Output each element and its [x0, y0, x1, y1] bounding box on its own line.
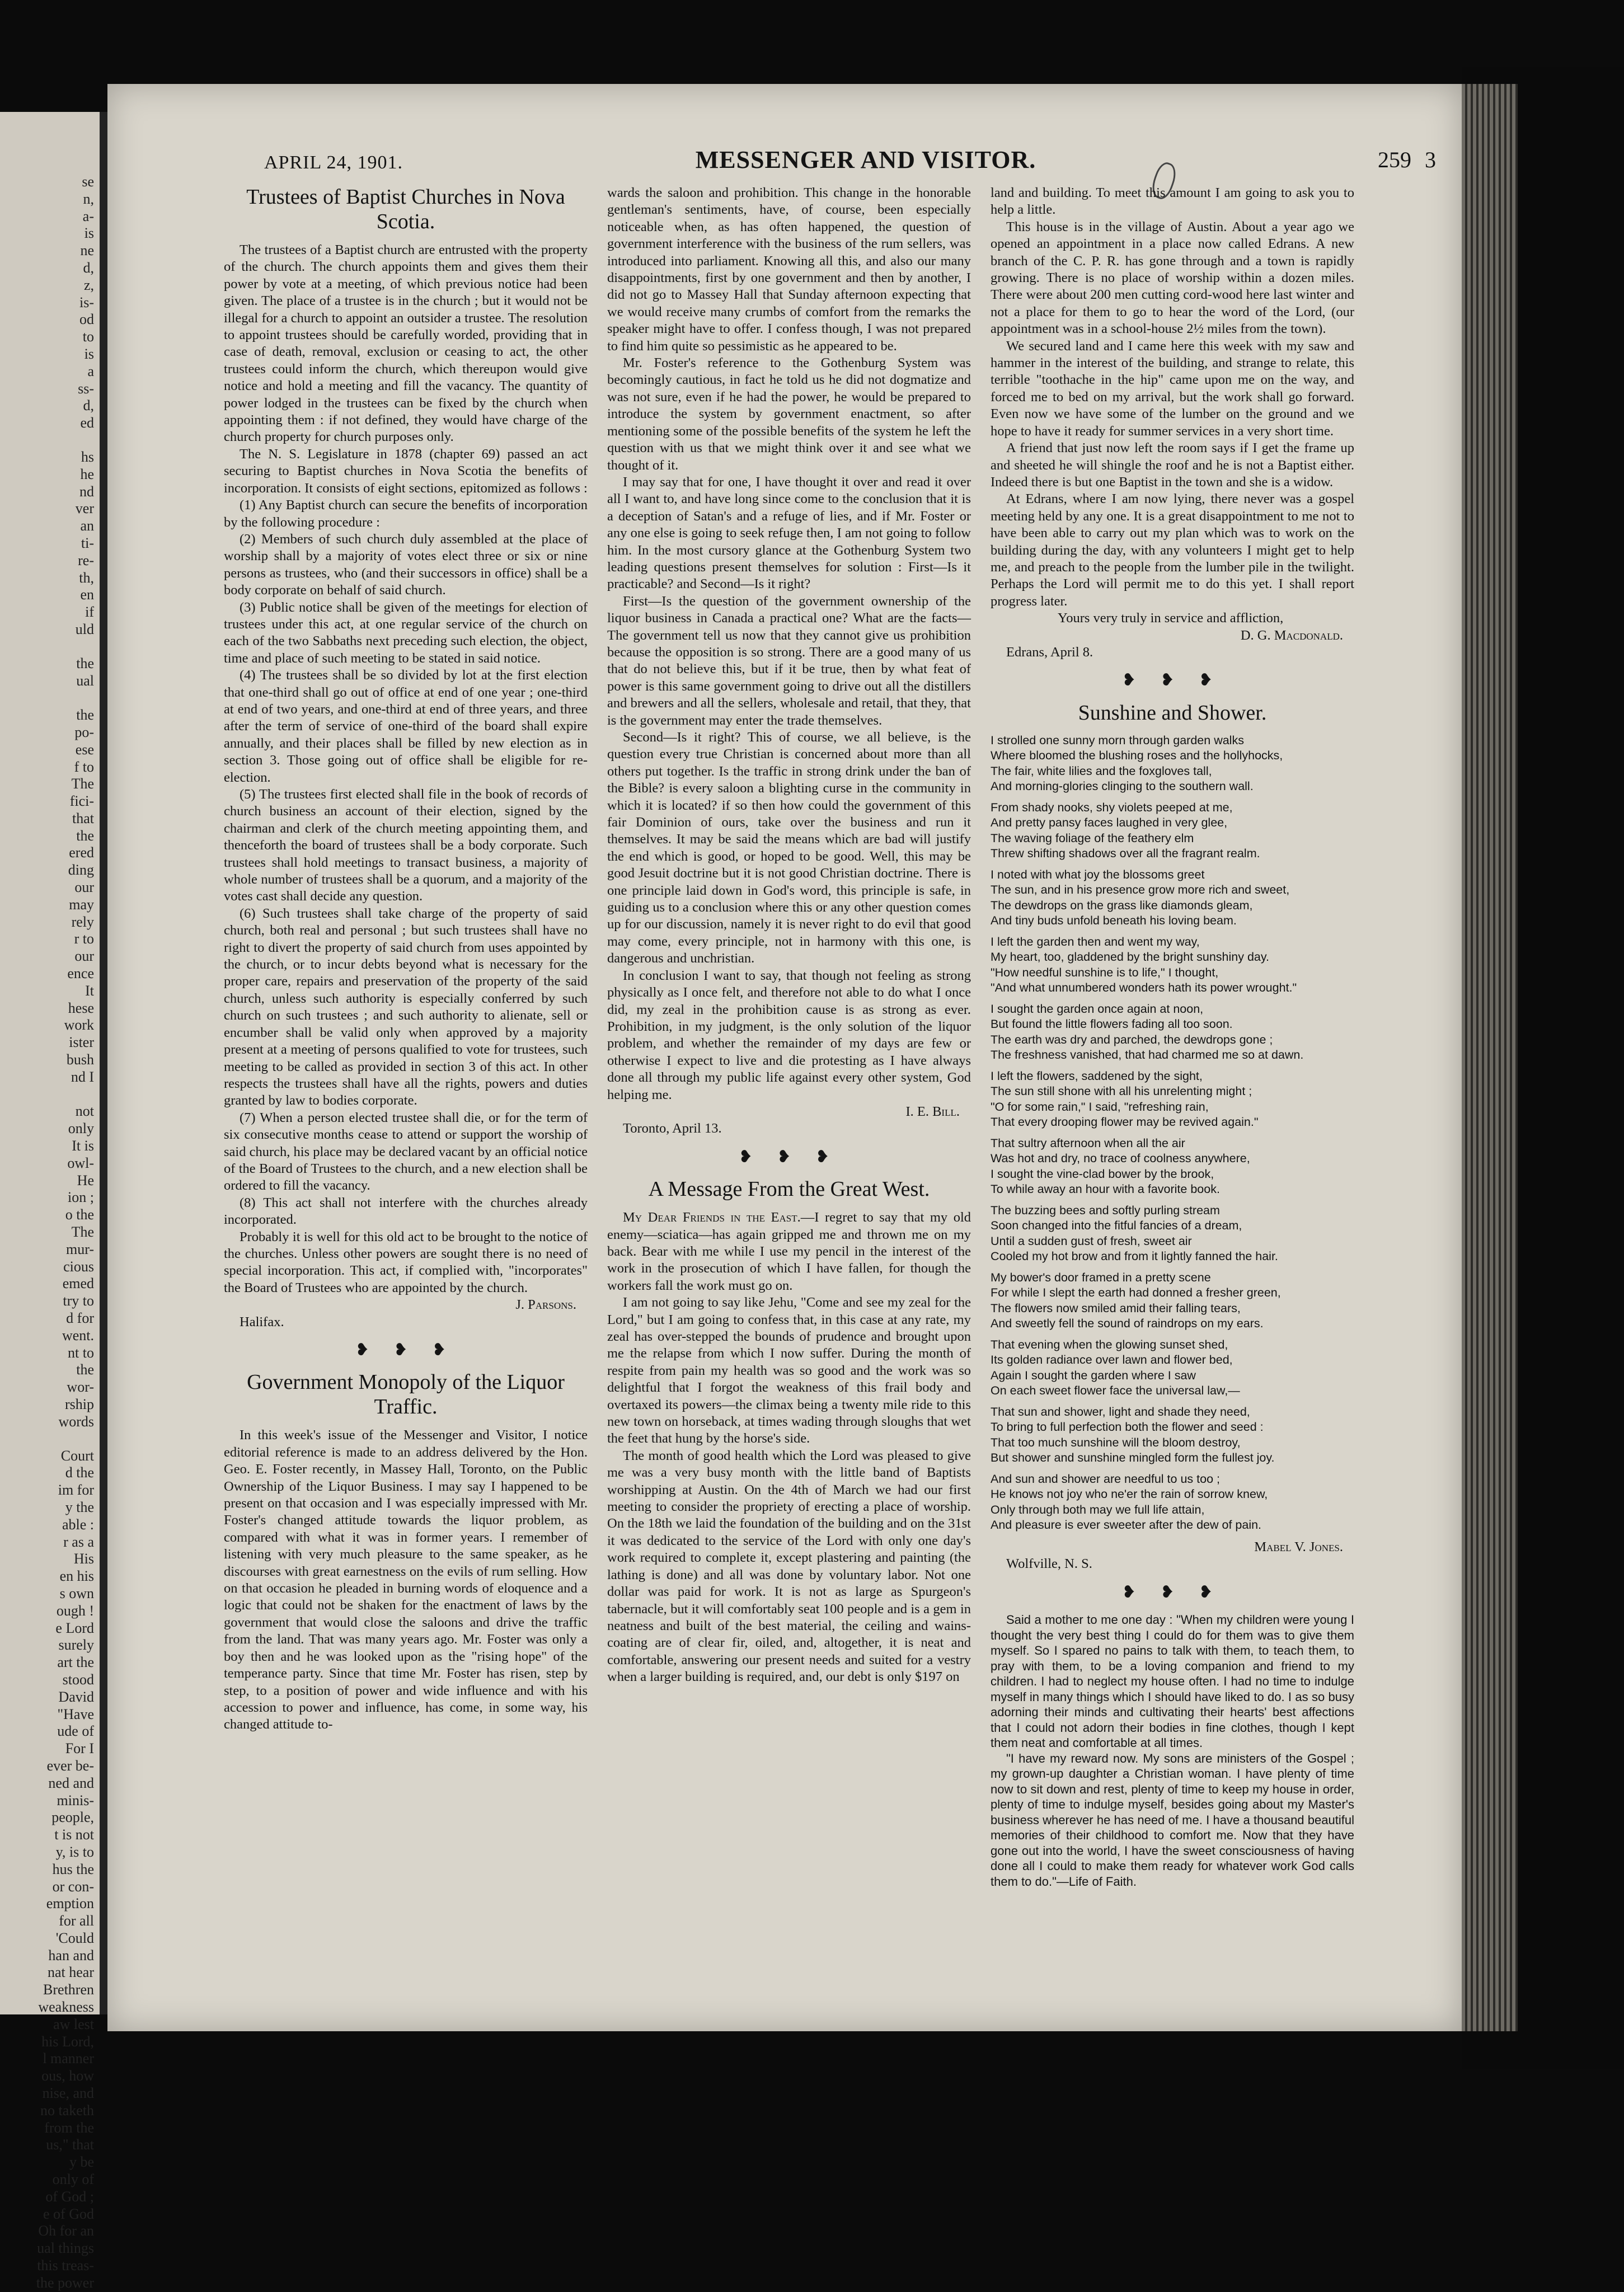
article-headline-liquor: Government Monopoly of the Liquor Traffic.	[247, 1370, 565, 1419]
article-paragraph: (8) This act shall not interfere with the churches already incorporated.	[224, 1195, 588, 1228]
article-paragraph: land and building. To meet this amount I am going to ask you to help a little.	[991, 185, 1354, 218]
poem-line: And sweetly fell the sound of raindrops on my ears.	[991, 1317, 1264, 1331]
poem-stanza	[991, 1337, 1354, 1399]
poem-line: My bower's door framed in a pretty scene	[991, 1270, 1211, 1284]
poem-line: Again I sought the garden where I saw	[991, 1368, 1196, 1382]
author-signature: D. G. Macdonald.	[1240, 627, 1343, 643]
poem-line: Until a sudden gust of fresh, sweet air	[991, 1234, 1192, 1248]
poem-line: But found the little flowers fading all too soon.	[991, 1017, 1233, 1031]
poem-stanza	[991, 1136, 1354, 1197]
poem-stanza	[991, 1203, 1354, 1265]
poem-line: The sun, and in his presence grow more rich and sweet,	[991, 883, 1290, 897]
poem-stanza	[991, 1405, 1354, 1466]
letter-closing: Yours very truly in service and affliction,	[1058, 610, 1284, 626]
article-paragraph: (3) Public notice shall be given of the meetings for election of trustees under this act, at one regular service of the church on each of the two Sabbaths next preceding such election, the object, time and place of such meeting to be stated in said notice.	[224, 599, 588, 666]
poem-line: My heart, too, gladdened by the bright sunshiny day.	[991, 950, 1269, 964]
masthead-title: MESSENGER AND VISITOR.	[695, 146, 1036, 173]
salutation-continuation: —I regret to say that my old enemy—sciatica—has again gripped me and thrown me on my back. Bear with me while I use my pencil in the interest of the work in the prosecution of which I have fallen, for though the workers fall the work must go on.	[607, 1210, 971, 1293]
column-3	[991, 185, 1354, 1998]
poem-line: The flowers now smiled amid their falling tears,	[991, 1301, 1241, 1315]
poem-line: To bring to full perfection both the flower and seed :	[991, 1420, 1264, 1434]
article-paragraph: At Edrans, where I am now lying, there never was a gospel meeting held by any one. It is a great disappointment to me not to have been able to carry out my plan which was to work on the building during the day, with any volunteers I might get to help me, and preach to the people from the lumber pile in the twilight. Perhaps the Lord will permit me to do this yet. I shall report progress later.	[991, 491, 1354, 609]
poem-line: And tiny buds unfold beneath his loving beam.	[991, 914, 1237, 928]
page-header	[264, 140, 1467, 190]
poem-line: Was hot and dry, no trace of coolness anywhere,	[991, 1152, 1250, 1166]
poem-line: That sultry afternoon when all the air	[991, 1136, 1185, 1150]
section-ornament: ❥ ❥ ❥	[1121, 671, 1223, 690]
article-paragraph: Said a mother to me one day : "When my children were young I thought the very best thing I could do for them was to give them myself. So I spared no pains to talk with them, to teach them, to pray with them, to be a loving companion and friend to my children. I had to neglect my house often. I had no time to indulge myself in many things which I should have liked to do. I as so busy adorning their minds and cultivating their hearts' best affections that I could not adorn their bodies in fine clothes, though I kept them neat and comfortable at all times.	[991, 1613, 1354, 1750]
newspaper-page	[107, 84, 1462, 2031]
author-signature: I. E. Bill.	[905, 1103, 960, 1119]
salutation: My Dear Friends in the East.	[623, 1210, 801, 1225]
poem-line: I noted with what joy the blossoms greet	[991, 867, 1205, 881]
section-ornament: ❥ ❥ ❥	[738, 1147, 840, 1166]
article-headline-trustees: Trustees of Baptist Churches in Nova Scotia.	[246, 185, 565, 233]
article-paragraph: I may say that for one, I have thought it over and read it over all I want to, and have long since come to the conclusion that it is a deception of Satan's and a refuge of lies, and if Mr. Foster or any one else is going to seek refuge then, I am not going to follow him. In the most cursory glance at the Gothenburg System two leading questions present themselves for solution : First—Is it practicable? and Second—Is it right?	[607, 474, 971, 592]
article-paragraph: (2) Members of such church duly assembled at the place of worship shall by a majority of votes elect three or six or nine persons as trustees, who (and their successors in office) shall be a body corporate on behalf of said church.	[224, 531, 588, 598]
poem-line: Only through both may we full life attain,	[991, 1502, 1205, 1516]
column-1	[224, 185, 588, 1998]
article-paragraph: In conclusion I want to say, that though not feeling as strong physically as I once felt, and therefore not able to do what I once did, my zeal in the prohibition cause is as strong as ever. Prohibition, in my judgment, is the only solution of the liquor problem, and whether the remainder of my days are few or otherwise I expect to live and die protesting as I have always done all through my public life against every other system, God helping me.	[607, 967, 971, 1102]
gutter	[100, 112, 107, 2014]
poem-line: "O for some rain," I said, "refreshing rain,	[991, 1100, 1209, 1114]
article-headline-great-west: A Message From the Great West.	[648, 1177, 930, 1201]
author-signature: J. Parsons.	[515, 1297, 576, 1313]
section-ornament: ❥ ❥ ❥	[355, 1341, 457, 1359]
poem-stanza	[991, 1069, 1354, 1130]
article-paragraph: Mr. Foster's reference to the Gothenburg System was becomingly cautious, in fact he told us he did not dogmatize and was not sure, even if he had the power, he would be prepared to introduce the system by government enactment, so after mentioning some of the possible benefits of the system he left the question with us that we might think over it and see what we thought of it.	[607, 355, 971, 473]
poem-line: For while I slept the earth had donned a fresher green,	[991, 1286, 1281, 1300]
letter-dateline: Edrans, April 8.	[1006, 644, 1093, 660]
poem-line: "How needful sunshine is to life," I thought,	[991, 965, 1219, 979]
article-paragraph: The trustees of a Baptist church are entrusted with the property of the church. The church appoints them and gives them their power by vote at a meeting, of which previous notice had been given. The place of a trustee is in the church ; but it would not be illegal for a church to appoint an outsider a trustee. The resolution to appoint trustees should be carefully worded, providing that in case of death, removal, exclusion or ceasing to act, the other trustees could inform the church, which thereupon would give notice and hold a meeting and fill the vacancy. The quantity of power lodged in the trustees can be fixed by the church when appointing them : if not defined, they would have charge of the church property for church purposes only.	[224, 242, 588, 445]
poem-line: From shady nooks, shy violets peeped at me,	[991, 800, 1233, 814]
poem-stanza	[991, 1472, 1354, 1533]
poem-line: That evening when the glowing sunset shed,	[991, 1337, 1228, 1351]
section-ornament: ❥ ❥ ❥	[1121, 1582, 1223, 1601]
article-paragraph: We secured land and I came here this week with my saw and hammer in the interest of the building, and strange to relate, this terrible "toothache in the hip" came upon me on the way, and forced me to bed on my arrival, but the work shall go forward. Even now we have some of the lumber on the ground and we hope to have it ready for summer services in a very short time.	[991, 338, 1354, 439]
sheet-number: 3	[1425, 147, 1436, 172]
poem-place: Wolfville, N. S.	[1006, 1556, 1092, 1572]
poem-line: That every drooping flower may be revived again."	[991, 1115, 1259, 1129]
poem-line: And sun and shower are needful to us too ;	[991, 1472, 1220, 1486]
poem-line: The dewdrops on the grass like diamonds gleam,	[991, 898, 1253, 912]
poem-line: The waving foliage of the feathery elm	[991, 831, 1194, 845]
article-paragraph: The month of good health which the Lord was pleased to give me was a very busy month with the little band of Baptists worshipping at Austin. On the 4th of March we had our first meeting to consider the propriety of erecting a place of worship. On the 18th we laid the foundation of the building and on the 31st it was dedicated to the service of the Lord with only one day's work required to complete it, except plastering and painting (the lathing is done) and all was done by voluntary labor. Not one dollar was paid for work. It is not as large as Spurgeon's tabernacle, but it will comfortably seat 100 people and is a gem in neatness and built of the best material, the ceiling and wains-coating are of clear fir, oiled, and, altogether, it is neat and comfortable, answering our present needs and suited for a vestry when a larger building is required, and, our debt is only $197 on	[607, 1448, 971, 1685]
poem-line: I left the flowers, saddened by the sight,	[991, 1069, 1203, 1083]
poem-line: And morning-glories clinging to the southern wall.	[991, 779, 1254, 793]
poem-line: The fair, white lilies and the foxgloves tall,	[991, 764, 1212, 778]
article-paragraph: (1) Any Baptist church can secure the benefits of incorporation by the following procedure :	[224, 497, 588, 530]
article-paragraph: I am not going to say like Jehu, "Come and see my zeal for the Lord," but I am going to confess that, in this case at any rate, my zeal has over-stepped the bounds of prudence and brought upon me the relapse from which I now suffer. During the month of respite from pain my health was so good and the work was so delightful that I forgot the weakness of this frail body and overtaxed its powers—the climax being a twenty mile ride to this new town on horseback, at times wading through sloughs that wet the feet that hung by the horse's side.	[607, 1295, 971, 1446]
poem-line: "And what unnumbered wonders hath its power wrought."	[991, 981, 1297, 995]
poem-line: The buzzing bees and softly purling stream	[991, 1203, 1220, 1217]
prev-page-text-2: hs he nd ver an ti- re- th, en if uld	[75, 448, 94, 637]
poem	[991, 733, 1354, 1533]
poem-line: I sought the vine-clad bower by the brook,	[991, 1167, 1214, 1181]
poem-line: On each sweet flower face the universal law,—	[991, 1384, 1240, 1398]
poem-line: That too much sunshine will the bloom destroy,	[991, 1435, 1241, 1449]
article-paragraph: This house is in the village of Austin. About a year ago we opened an appointment in a place now called Edrans. A new branch of the C. P. R. has gone through and a town is rapidly growing. There is no place of worship within a dozen miles. There were about 200 men cutting cord-wood here last winter and not a place for them to go to hear the word of the Lord, (our appointment was in a school-house 2½ miles from the town).	[991, 219, 1354, 337]
article-paragraph-salutation	[607, 1209, 971, 1294]
poem-author: Mabel V. Jones.	[1254, 1539, 1343, 1554]
article-paragraph: wards the saloon and prohibition. This change in the honorable gentleman's sentiments, have, of course, been especially noticeable when, as has often happened, the question of government interference with the business of the rum sellers, was introduced into parliament. Knowing all this, and also our many disappointments, first by one government and then by another, I did not go to Massey Hall that Sunday afternoon expecting that we would receive many crumbs of comfort from the remarks the speaker might have to offer. I confess though, I was not prepared to find him quite so pessimistic as he appeared to be.	[607, 185, 971, 354]
article-paragraph: (7) When a person elected trustee shall die, or for the term of six consecutive months cease to attend or support the worship of said church, his place may be declared vacant by an official notice of the Board of Trustees to the church, and a new election shall be ordered to fill the vacancy.	[224, 1110, 588, 1194]
article-paragraph: The N. S. Legislature in 1878 (chapter 69) passed an act securing to Baptist churches in Nova Scotia the benefits of incorporation. It consists of eight sections, epitomized as follows :	[224, 446, 588, 496]
article-paragraph: First—Is the question of the government ownership of the liquor business in Canada a practical one? What are the facts—The government tell us now that they cannot give us prohibition because the opposition is so strong. There are a good many of us that do not believe this, but if it be true, then by what feat of power is this same government going to drive out all the distillers and brewers and all the sellers, wholesale and retail, that they, that is the government may enter the trade themselves.	[607, 593, 971, 728]
prev-page-text-1: se n, a- is ne d, z, is- od to is a ss- d, ed	[78, 173, 94, 431]
poem-line: Cooled my hot brow and from it lightly fanned the hair.	[991, 1250, 1278, 1264]
previous-page-fragment	[0, 112, 100, 2291]
poem-stanza	[991, 867, 1354, 929]
article-dateline: Toronto, April 13.	[623, 1121, 722, 1136]
poem-line: Soon changed into the fitful fancies of a dream,	[991, 1219, 1242, 1233]
poem-stanza	[991, 1270, 1354, 1332]
poem-line: Its golden radiance over lawn and flower bed,	[991, 1353, 1233, 1367]
issue-date: APRIL 24, 1901.	[264, 152, 403, 173]
poem-line: And pretty pansy faces laughed in very glee,	[991, 816, 1228, 830]
poem-line: And pleasure is ever sweeter after the dew of pain.	[991, 1518, 1262, 1532]
article-paragraph: A friend that just now left the room says if I get the frame up and sheeted he will shingle the roof and he is not a Baptist either. Indeed there is but one Baptist in the town and she is a widow.	[991, 440, 1354, 490]
poem-line: I strolled one sunny morn through garden walks	[991, 733, 1244, 747]
page-edges	[1462, 84, 1518, 2031]
poem-title: Sunshine and Shower.	[1078, 701, 1267, 725]
poem-line: That sun and shower, light and shade they need,	[991, 1405, 1250, 1419]
poem-line: The earth was dry and parched, the dewdrops gone ;	[991, 1032, 1273, 1046]
poem-stanza	[991, 733, 1354, 795]
poem-line: He knows not joy who ne'er the rain of sorrow knew,	[991, 1487, 1268, 1501]
poem-line: Threw shifting shadows over all the fragrant realm.	[991, 847, 1260, 861]
page-number: 259	[1378, 147, 1411, 172]
poem-stanza	[991, 1002, 1354, 1063]
poem-stanza	[991, 800, 1354, 862]
poem-line: The sun still shone with all his unrelenting might ;	[991, 1084, 1252, 1098]
poem-line: I sought the garden once again at noon,	[991, 1002, 1204, 1016]
article-paragraph: (6) Such trustees shall take charge of the property of said church, both real and personal ; but such trustees shall have no right to divert the property of said church from uses appointed by the church, or to incur debts beyond what is necessary for the proper care, repairs and preservation of the property of the said church, unless such authority is especially conferred by such church on such trustees ; and such authority to alienate, sell or encumber shall be valid only when approved by a majority present at a meeting of persons qualified to vote for trustees, such meeting to be called as provided in section 3 of this act. In other respects the trustees shall have all the rights, powers and duties granted by law to bodies corporate.	[224, 905, 588, 1109]
poem-line: I left the garden then and went my way,	[991, 934, 1200, 948]
article-paragraph: Second—Is it right? This of course, we all believe, is the question every true Christian is concerned about more than all others put together. Is the traffic in strong drink under the ban of the Bible? is every saloon a blighting curse in the community in which it is located? if so then how could the government of this fair Dominion of ours, take over the business and run it themselves. It may be said the means which are bad will justify the end which is good, or hoped to be good. Well, this may be good Jesuit doctrine but it is not good Christian doctrine. There is one principle laid down in God's word, this principle is safe, in guiding us to a conclusion where this or any other question comes up for our discussion, namely it is never right to do evil that good may come, every principle, not in harmony with this one, is dangerous and unchristian.	[607, 730, 971, 966]
prev-page-text-3: the ual the po- ese f to The fici- that the ered ding our may rely r to our ence It hese work ister bush nd I not only It is owl- He ion ; o the The mur- cious emed try to d for went. nt to the wor- rship words	[58, 655, 94, 1430]
poem-line: To while away an hour with a favorite book.	[991, 1182, 1220, 1196]
column-2	[607, 185, 971, 1998]
article-paragraph: Probably it is well for this old act to be brought to the notice of the churches. Unless other powers are sought there is no need of special incorporation. This act, if complied with, "incorporates" the Board of Trustees who are appointed by the church.	[224, 1229, 588, 1295]
article-paragraph: (5) The trustees first elected shall file in the book of records of church business an account of their election, signed by the chairman and clerk of the church meeting appointing them, and thenceforth the board of trustees shall be a body corporate. Such trustees shall hold meetings to transact business, a majority of whole number of trustees shall be a quorum, and a majority of the votes cast shall decide any question.	[224, 787, 588, 904]
article-place: Halifax.	[240, 1314, 284, 1330]
poem-line: Where bloomed the blushing roses and the hollyhocks,	[991, 749, 1283, 763]
prev-page-text-4: Court d the im for y the able : r as a His en his s own ough ! e Lord surely art the stood David "Have ude of For I ever be- ned and minis- people, t is not y, is to hus the or con- emption for all 'Could han and nat hear Brethren weakness aw lest his Lord, l manner ous, how nise, and no taketh from the us," that y be only of of God ; e of God Oh for an ual things this treas- the power	[36, 1447, 94, 2291]
article-paragraph: "I have my reward now. My sons are ministers of the Gospel ; my grown-up daughter a Christian woman. I have plenty of time now to sit down and rest, plenty of time to keep my house in order, plenty of time to indulge myself, besides going about my Master's business wherever he has need of me. I have a thousand beautiful memories of their childhood to comfort me. Now that they have gone out into the world, I have the sweet consciousness of having done all I could to make them ready for whatever work God calls them to do."—Life of Faith.	[991, 1751, 1354, 1889]
article-paragraph: (4) The trustees shall be so divided by lot at the first election that one-third shall go out of office at end of one year ; one-third at end of two years, and one-third at end of three years, and three after the term of service of one-third of the board shall expire annually, and their places shall be filled by new election as in section 3. Those going out of office shall be eligible for re-election.	[224, 668, 588, 785]
article-paragraph: In this week's issue of the Messenger and Visitor, I notice editorial reference is made to an address delivered by the Hon. Geo. E. Foster recently, in Massey Hall, Toronto, on the Public Ownership of the Liquor Business. I may say I happened to be present on that occasion and I was especially impressed with Mr. Foster's changed attitude towards the liquor problem, as compared with what it was in former years. I remember of listening with very much pleasure to the same speaker, as he discourses with great earnestness on the evils of rum selling. How on that occasion he pleaded in burning words of eloquence and a logic that could not be shaken for the enactment of laws by the government that would close the saloons and drive the traffic from the land. That was many years ago. Mr. Foster was only a boy then and he was looked upon as the "rising hope" of the temperance party. Since that time Mr. Foster has risen, step by step, to a position of power and wide influence and with his accession to power and influence, has come, in some way, his changed attitude to-	[224, 1427, 588, 1732]
poem-line: The freshness vanished, that had charmed me so at dawn.	[991, 1048, 1304, 1062]
poem-stanza	[991, 934, 1354, 996]
poem-line: But shower and sunshine mingled form the fullest joy.	[991, 1451, 1275, 1465]
